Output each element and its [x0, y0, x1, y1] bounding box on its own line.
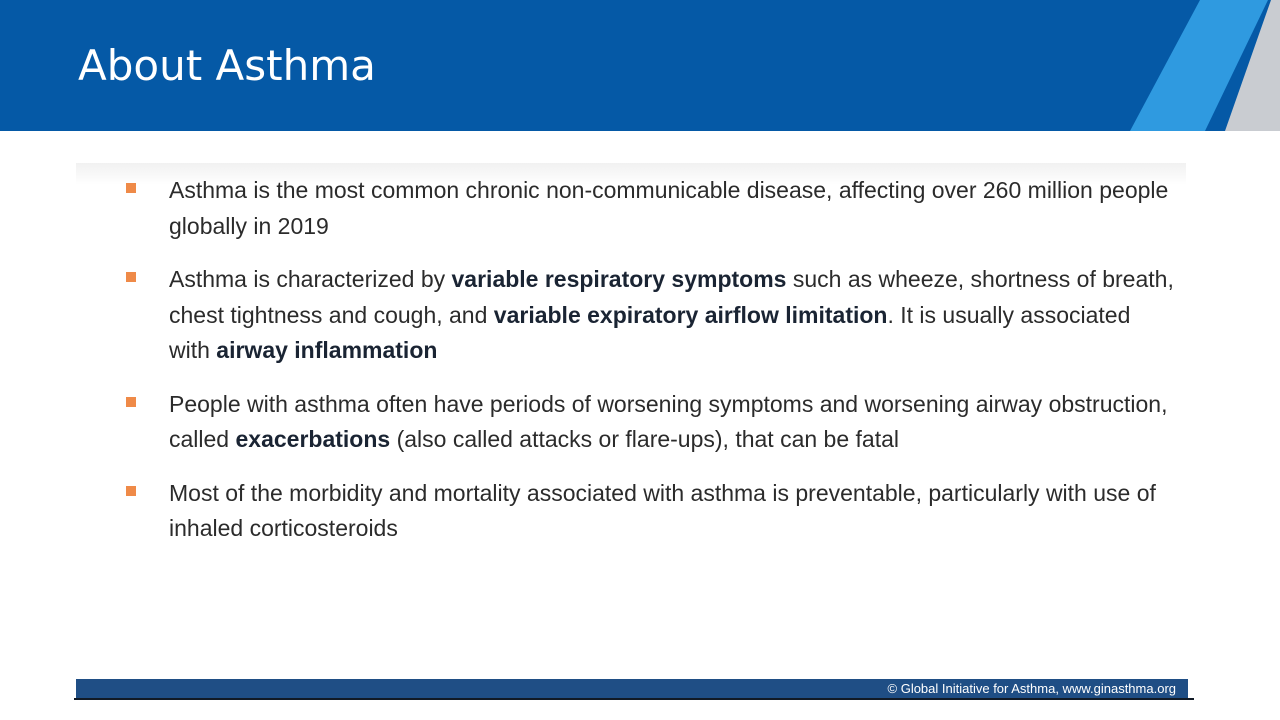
- bullet-text: (also called attacks or flare-ups), that can be fatal: [390, 426, 899, 452]
- footer-copyright: © Global Initiative for Asthma, www.ginasthma.org: [887, 681, 1176, 696]
- slide-title: About Asthma: [78, 41, 376, 90]
- bullet-text: Asthma is the most common chronic non-communicable disease, affecting over 260 million people globally in 2019: [169, 177, 1169, 239]
- bullet-text: Most of the morbidity and mortality associated with asthma is preventable, particularly with use of inhaled corticosteroids: [169, 479, 1156, 541]
- square-bullet-icon: [126, 183, 136, 193]
- bullet-item: [76, 262, 1186, 369]
- square-bullet-icon: [126, 397, 136, 407]
- header-band: [0, 0, 1280, 131]
- bullet-text: Asthma is characterized by: [169, 266, 452, 292]
- bullet-item: [76, 173, 1186, 244]
- bullet-item: [76, 476, 1186, 547]
- bullet-emphasis: airway inflammation: [216, 337, 438, 363]
- bullet-text: People with asthma often have periods of worsening symptoms and worsening airway obstruction, called: [169, 390, 1168, 452]
- bullet-list: [76, 173, 1186, 547]
- footer-bar: [76, 679, 1188, 699]
- content-panel: [76, 163, 1186, 563]
- bullet-text: such as wheeze, shortness of breath, chest tightness and cough, and: [169, 266, 1174, 328]
- bullet-emphasis: variable expiratory airflow limitation: [493, 301, 888, 328]
- bullet-item: [76, 387, 1186, 458]
- square-bullet-icon: [126, 486, 136, 496]
- bullet-text: . It is usually associated with: [169, 301, 1131, 363]
- footer-line: [74, 698, 1194, 700]
- square-bullet-icon: [126, 272, 136, 282]
- bullet-emphasis: exacerbations: [235, 426, 391, 452]
- bullet-emphasis: variable respiratory symptoms: [451, 266, 787, 292]
